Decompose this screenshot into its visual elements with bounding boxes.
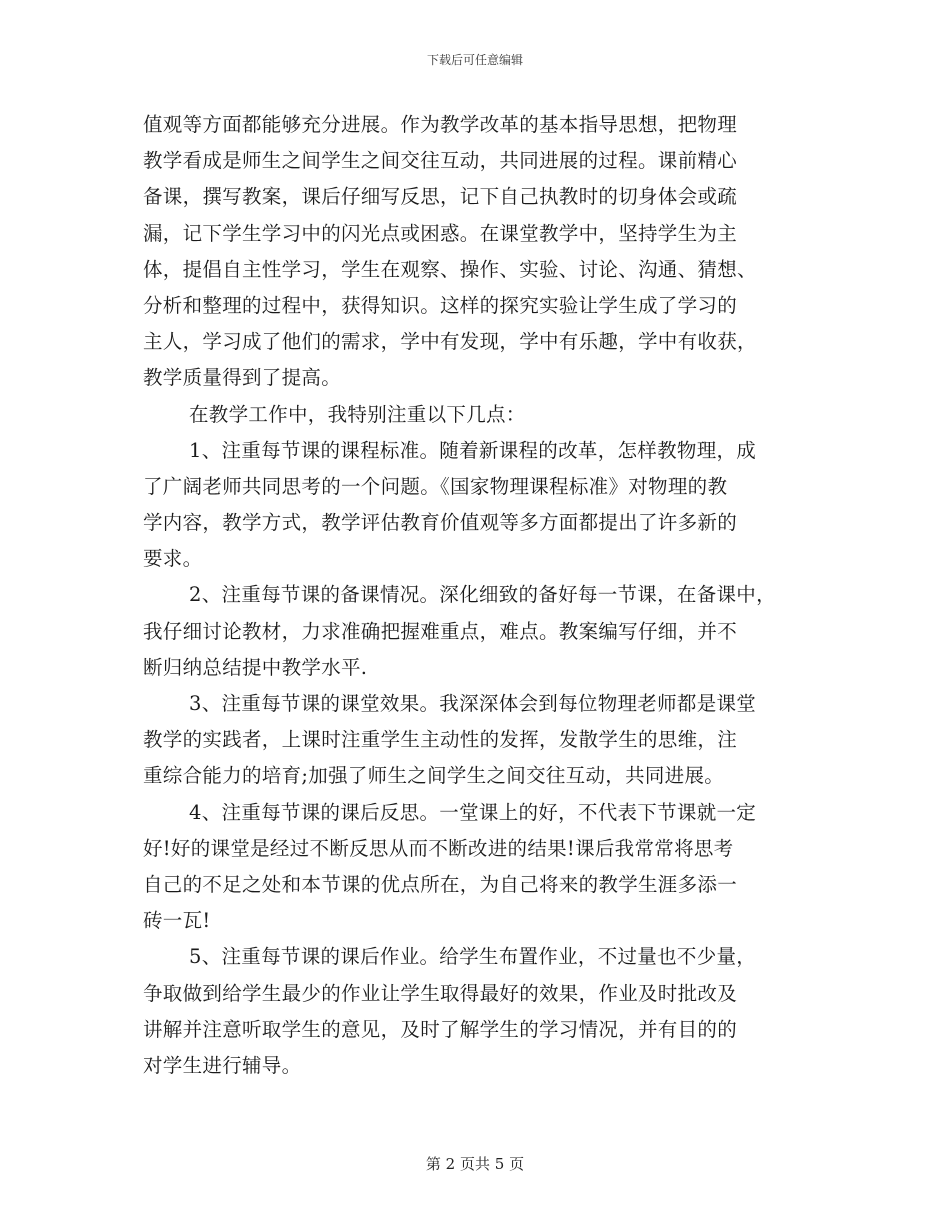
text-line: 对学生进行辅导。	[143, 1053, 302, 1077]
text-line: 自己的不足之处和本节课的优点所在，为自己将来的教学生涯多添一	[143, 872, 738, 896]
text-line: 讲解并注意听取学生的意见，及时了解学生的学习情况，并有目的的	[143, 1017, 738, 1041]
text-line: 备课，撰写教案，课后仔细写反思，记下自己执教时的切身体会或疏	[143, 185, 738, 209]
text-line: 教学质量得到了提高。	[143, 366, 342, 390]
text-line: 教学看成是师生之间学生之间交往互动，共同进展的过程。课前精心	[143, 149, 738, 173]
text-line: 好!好的课堂是经过不断反思从而不断改进的结果!课后我常常将思考	[143, 836, 734, 860]
document-body	[143, 107, 823, 1084]
text-line: 教学的实践者，上课时注重学生主动性的发挥，发散学生的思维，注	[143, 728, 738, 752]
text-line: 断归纳总结提中教学水平.	[143, 655, 368, 679]
text-line: 分析和整理的过程中，获得知识。这样的探究实验让学生成了学习的	[143, 293, 738, 317]
text-line: 砖一瓦!	[143, 909, 211, 933]
list-item-1: 1、注重每节课的课程标准。随着新课程的改革，怎样教物理，成	[189, 438, 757, 462]
text-line: 主人，学习成了他们的需求，学中有发现，学中有乐趣，学中有收获，	[143, 330, 757, 354]
list-item-3: 3、注重每节课的课堂效果。我深深体会到每位物理老师都是课堂	[189, 692, 757, 715]
list-item-2: 2、注重每节课的备课情况。深化细致的备好每一节课，在备课中，	[189, 583, 776, 607]
page-header: 下载后可任意编辑	[426, 53, 523, 67]
text-line: 我仔细讨论教材，力求准确把握难重点，难点。教案编写仔细，并不	[143, 619, 738, 643]
text-line: 争取做到给学生最少的作业让学生取得最好的效果，作业及时批改及	[143, 981, 738, 1005]
list-item-5: 5、注重每节课的课后作业。给学生布置作业，不过量也不少量，	[189, 945, 757, 969]
paragraph-intro: 在教学工作中，我特别注重以下几点：	[189, 402, 526, 426]
text-line: 漏，记下学生学习中的闪光点或困惑。在课堂教学中，坚持学生为主	[143, 221, 738, 245]
text-line: 学内容，教学方式，教学评估教育价值观等多方面都提出了许多新的	[143, 511, 738, 535]
text-line: 体，提倡自主性学习，学生在观察、操作、实验、讨论、沟通、猜想、	[143, 257, 757, 281]
text-line: 重综合能力的培育;加强了师生之间学生之间交往互动，共同进展。	[143, 764, 725, 788]
page-number: 第 2 页共 5 页	[425, 1155, 525, 1173]
text-line: 值观等方面都能够充分进展。作为教学改革的基本指导思想，把物理	[143, 113, 738, 136]
text-line: 了广阔老师共同思考的一个问题。《国家物理课程标准》对物理的教	[143, 474, 728, 498]
list-item-4: 4、注重每节课的课后反思。一堂课上的好，不代表下节课就一定	[189, 800, 757, 824]
text-line: 要求。	[143, 547, 203, 571]
